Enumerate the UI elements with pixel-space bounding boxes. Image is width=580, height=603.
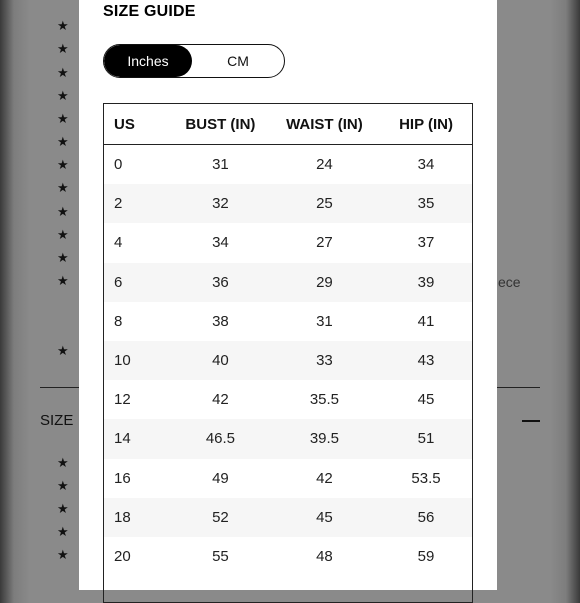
table-row bbox=[104, 419, 472, 458]
star-icon: ★ bbox=[57, 478, 69, 493]
cell-hip: 34 bbox=[417, 156, 435, 174]
star-icon: ★ bbox=[57, 65, 69, 80]
cell-bust: 32 bbox=[212, 195, 229, 213]
cell-bust: 36 bbox=[212, 273, 229, 291]
table-row bbox=[104, 223, 472, 262]
star-icon: ★ bbox=[57, 111, 69, 126]
cell-waist: 35.5 bbox=[309, 391, 340, 409]
cell-bust: 52 bbox=[212, 508, 229, 526]
star-icon: ★ bbox=[57, 273, 69, 288]
star-icon: ★ bbox=[57, 547, 69, 562]
cell-us: 10 bbox=[114, 352, 131, 370]
star-icon: ★ bbox=[57, 134, 69, 149]
cell-hip: 43 bbox=[417, 352, 435, 370]
cell-us: 20 bbox=[114, 547, 131, 565]
cell-waist: 42 bbox=[316, 469, 333, 487]
table-row bbox=[104, 341, 472, 380]
cell-bust: 40 bbox=[212, 352, 229, 370]
star-icon: ★ bbox=[57, 204, 69, 219]
cell-bust: 34 bbox=[212, 234, 229, 252]
cell-hip: 37 bbox=[417, 234, 435, 252]
star-icon: ★ bbox=[57, 227, 69, 242]
unit-toggle[interactable] bbox=[103, 44, 285, 78]
cell-hip: 35 bbox=[417, 195, 435, 213]
cell-bust: 49 bbox=[212, 469, 229, 487]
cell-us: 14 bbox=[114, 430, 131, 448]
cell-us: 0 bbox=[114, 156, 123, 174]
star-icon: ★ bbox=[57, 343, 69, 358]
star-icon: ★ bbox=[57, 18, 69, 33]
table-row bbox=[104, 184, 472, 223]
cell-waist: 33 bbox=[316, 352, 333, 370]
cell-bust: 31 bbox=[212, 156, 229, 174]
star-icon: ★ bbox=[57, 180, 69, 195]
table-row bbox=[104, 498, 472, 537]
cell-hip: 45 bbox=[417, 391, 435, 409]
size-table bbox=[103, 103, 473, 603]
cell-waist: 27 bbox=[316, 234, 333, 252]
cell-us: 4 bbox=[114, 234, 123, 252]
star-icon: ★ bbox=[57, 250, 69, 265]
column-header-us: US bbox=[114, 115, 135, 133]
table-row bbox=[104, 537, 472, 576]
cell-hip: 53.5 bbox=[411, 469, 441, 487]
partial-description-text: ece bbox=[498, 274, 521, 290]
size-section-label[interactable]: SIZE bbox=[40, 412, 74, 429]
star-icon: ★ bbox=[57, 455, 69, 470]
table-row bbox=[104, 263, 472, 302]
column-header-hip: HIP (IN) bbox=[399, 115, 453, 133]
cell-bust: 55 bbox=[212, 547, 229, 565]
cell-waist: 29 bbox=[316, 273, 333, 291]
table-row bbox=[104, 459, 472, 498]
star-icon: ★ bbox=[57, 88, 69, 103]
star-icon: ★ bbox=[57, 524, 69, 539]
table-row bbox=[104, 302, 472, 341]
cell-hip: 59 bbox=[417, 547, 435, 565]
cell-us: 18 bbox=[114, 508, 131, 526]
cell-hip: 39 bbox=[417, 273, 435, 291]
cell-waist: 31 bbox=[316, 312, 333, 330]
star-icon: ★ bbox=[57, 41, 69, 56]
modal-title: SIZE GUIDE bbox=[103, 3, 196, 20]
cell-hip: 51 bbox=[417, 430, 435, 448]
star-icon: ★ bbox=[57, 157, 69, 172]
table-header bbox=[104, 104, 472, 145]
cm-toggle-button[interactable]: CM bbox=[227, 53, 249, 69]
cell-us: 8 bbox=[114, 312, 123, 330]
column-header-bust: BUST (IN) bbox=[185, 115, 256, 133]
cell-bust: 38 bbox=[212, 312, 229, 330]
cell-waist: 39.5 bbox=[309, 430, 340, 448]
cell-waist: 48 bbox=[316, 547, 333, 565]
cell-hip: 41 bbox=[417, 312, 435, 330]
cell-waist: 24 bbox=[316, 156, 333, 174]
table-row bbox=[104, 380, 472, 419]
minus-icon[interactable] bbox=[522, 420, 540, 422]
star-icon: ★ bbox=[57, 501, 69, 516]
cell-us: 2 bbox=[114, 195, 123, 213]
cell-us: 12 bbox=[114, 391, 131, 409]
table-body bbox=[104, 145, 472, 576]
cell-us: 16 bbox=[114, 469, 131, 487]
cell-waist: 45 bbox=[316, 508, 333, 526]
cell-us: 6 bbox=[114, 273, 123, 291]
column-header-waist: WAIST (IN) bbox=[286, 115, 363, 133]
cell-bust: 46.5 bbox=[205, 430, 236, 448]
cell-bust: 42 bbox=[212, 391, 229, 409]
table-row bbox=[104, 145, 472, 184]
cell-hip: 56 bbox=[417, 508, 435, 526]
inches-toggle-button[interactable]: Inches bbox=[104, 45, 192, 77]
size-guide-modal bbox=[79, 0, 497, 590]
cell-waist: 25 bbox=[316, 195, 333, 213]
